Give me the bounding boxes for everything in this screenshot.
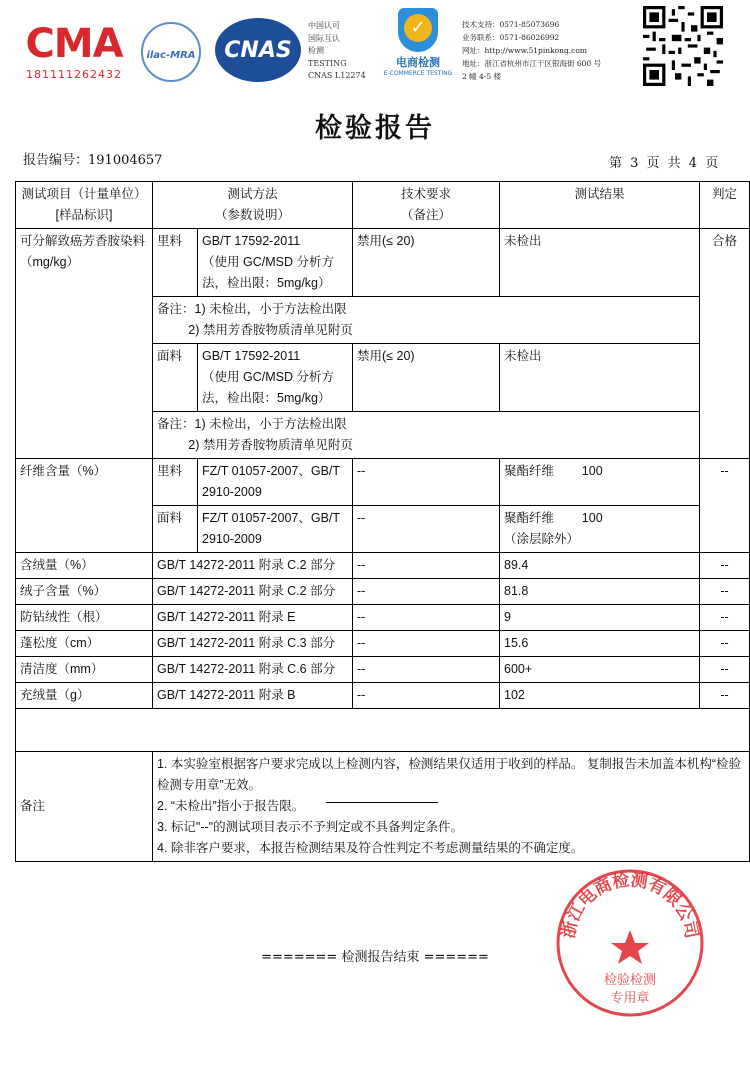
contact-info <box>462 18 601 83</box>
notes-cell <box>153 752 750 862</box>
note-item: 3. 标记"--"的测试项目表示不予判定或不具备判定条件。 <box>157 820 464 834</box>
table-row <box>16 683 750 709</box>
method-cell: GB/T 14272-2011 附录 C.3 部分 <box>153 631 353 657</box>
blank-row <box>16 709 750 752</box>
row-label: 充绒量（g） <box>16 683 153 709</box>
sample-tag: 面料 <box>153 506 198 553</box>
report-end-marker: ======= 检测报告结束 ====== <box>261 950 489 965</box>
page-indicator: 第 3 页 共 4 页 <box>609 156 721 171</box>
requirement-cell: -- <box>353 657 500 683</box>
test-results-table <box>15 181 750 862</box>
note-cell: 备注：1) 未检出，小于方法检出限 2) 禁用芳香胺物质清单见附页 <box>153 412 700 459</box>
row-label: 蓬松度（cm） <box>16 631 153 657</box>
table-row <box>16 605 750 631</box>
cnas-logo <box>215 18 301 82</box>
sample-tag: 面料 <box>153 344 198 412</box>
result-cell: 未检出 <box>500 344 700 412</box>
ecom-title: 电商检测 <box>396 56 440 69</box>
note-item: 4. 除非客户要求，本报告检测结果及符合性判定不考虑测量结果的不确定度。 <box>157 841 584 855</box>
col-header-judgement: 判定 <box>700 182 750 229</box>
result-cell: 未检出 <box>500 229 700 297</box>
col-header-method: 测试方法 （参数说明） <box>153 182 353 229</box>
judgement-cell: -- <box>700 553 750 579</box>
requirement-cell: -- <box>353 631 500 657</box>
contact-line: 网址：http://www.51pinkong.com <box>462 46 587 55</box>
report-number: 报告编号：191004657 <box>23 153 163 168</box>
table-row <box>16 631 750 657</box>
judgement-cell: -- <box>700 683 750 709</box>
cma-number: 181111262432 <box>26 68 122 81</box>
method-cell: GB/T 14272-2011 附录 C.6 部分 <box>153 657 353 683</box>
contact-line: 2 幢 4-5 楼 <box>462 72 502 81</box>
result-cell: 89.4 <box>500 553 700 579</box>
method-cell: FZ/T 01057-2007、GB/T 2910-2009 <box>198 506 353 553</box>
method-cell: GB/T 14272-2011 附录 C.2 部分 <box>153 553 353 579</box>
note-item: 2. “未检出”指小于报告限。 <box>157 799 305 813</box>
ecom-subtitle: E-COMMERCE TESTING <box>383 70 453 77</box>
ilac-mra-logo <box>136 20 206 90</box>
result-cell: 9 <box>500 605 700 631</box>
judgement-cell: -- <box>700 459 750 553</box>
svg-text:浙江电商检测有限公司 <box>558 869 702 940</box>
seal-inner-line2: 专用章 <box>610 991 650 1006</box>
col-header-requirement: 技术要求 （备注） <box>353 182 500 229</box>
method-cell: GB/T 17592-2011 （使用 GC/MSD 分析方法，检出限：5mg/kg） <box>198 344 353 412</box>
blank-cell <box>16 709 750 752</box>
judgement-cell: 合格 <box>700 229 750 459</box>
note-cell: 备注：1) 未检出，小于方法检出限 2) 禁用芳香胺物质清单见附页 <box>153 297 700 344</box>
official-seal-icon <box>555 868 705 1018</box>
cnas-logo-text: CNAS <box>224 38 292 63</box>
requirement-cell: 禁用(≤ 20) <box>353 229 500 297</box>
table-row <box>16 459 750 506</box>
row-label: 可分解致癌芳香胺染料（mg/kg） <box>16 229 153 459</box>
requirement-cell: -- <box>353 683 500 709</box>
method-cell: GB/T 14272-2011 附录 B <box>153 683 353 709</box>
contact-line: 技术支持：0571-85073696 <box>462 20 560 29</box>
requirement-cell: -- <box>353 579 500 605</box>
report-header <box>0 0 750 100</box>
seal-inner-line1: 检验检测 <box>603 973 657 988</box>
method-cell: GB/T 14272-2011 附录 E <box>153 605 353 631</box>
requirement-cell: -- <box>353 605 500 631</box>
requirement-cell: -- <box>353 459 500 506</box>
method-cell: GB/T 17592-2011 （使用 GC/MSD 分析方法，检出限：5mg/kg） <box>198 229 353 297</box>
seal-ring-text: 浙江电商检测有限公司 <box>558 870 702 941</box>
method-cell: GB/T 14272-2011 附录 C.2 部分 <box>153 579 353 605</box>
contact-line: 业务联系：0571-86026992 <box>462 33 560 42</box>
method-cell: FZ/T 01057-2007、GB/T 2910-2009 <box>198 459 353 506</box>
col-header-result: 测试结果 <box>500 182 700 229</box>
row-label: 纤维含量（%） <box>16 459 153 553</box>
result-cell: 81.8 <box>500 579 700 605</box>
cma-logo <box>20 22 128 82</box>
table-header-row <box>16 182 750 229</box>
blank-rule <box>326 802 438 803</box>
ilac-logo-text: ilac-MRA <box>146 50 196 61</box>
row-label: 绒子含量（%） <box>16 579 153 605</box>
requirement-cell: -- <box>353 506 500 553</box>
report-title: 检验报告 <box>315 113 435 144</box>
requirement-cell: 禁用(≤ 20) <box>353 344 500 412</box>
contact-line: 地址：浙江省杭州市江干区银海街 600 号 <box>462 59 602 68</box>
table-row <box>16 229 750 297</box>
judgement-cell: -- <box>700 631 750 657</box>
table-row <box>16 553 750 579</box>
cert-line: 中国认可 <box>308 21 340 30</box>
cert-line: 国际互认 <box>308 33 340 43</box>
judgement-cell: -- <box>700 657 750 683</box>
cert-line: 检测 <box>308 46 324 55</box>
judgement-cell: -- <box>700 605 750 631</box>
sample-tag: 里料 <box>153 459 198 506</box>
result-cell: 102 <box>500 683 700 709</box>
cert-line: TESTING <box>308 58 347 68</box>
col-header-item: 测试项目（计量单位） [样品标识] <box>16 182 153 229</box>
ecommerce-testing-logo <box>368 6 468 86</box>
table-row <box>16 657 750 683</box>
checkmark-icon: ✓ <box>404 14 432 42</box>
cert-line: CNAS L12274 <box>308 71 366 80</box>
row-label: 防钻绒性（根） <box>16 605 153 631</box>
table-row <box>16 579 750 605</box>
qr-code-icon <box>643 6 723 86</box>
notes-row <box>16 752 750 862</box>
notes-label: 备注 <box>16 752 153 862</box>
sample-tag: 里料 <box>153 229 198 297</box>
result-cell: 聚酯纤维 100 （涂层除外） <box>500 506 700 553</box>
cma-logo-text: CMA <box>25 21 123 67</box>
result-cell: 15.6 <box>500 631 700 657</box>
row-label: 含绒量（%） <box>16 553 153 579</box>
result-cell: 600+ <box>500 657 700 683</box>
judgement-cell: -- <box>700 579 750 605</box>
row-label: 清洁度（mm） <box>16 657 153 683</box>
accreditation-text <box>308 20 366 83</box>
requirement-cell: -- <box>353 553 500 579</box>
note-item: 1. 本实验室根据客户要求完成以上检测内容，检测结果仅适用于收到的样品。 复制报告未加盖本机构“检验检测专用章”无效。 <box>157 757 742 792</box>
result-cell: 聚酯纤维 100 <box>500 459 700 506</box>
